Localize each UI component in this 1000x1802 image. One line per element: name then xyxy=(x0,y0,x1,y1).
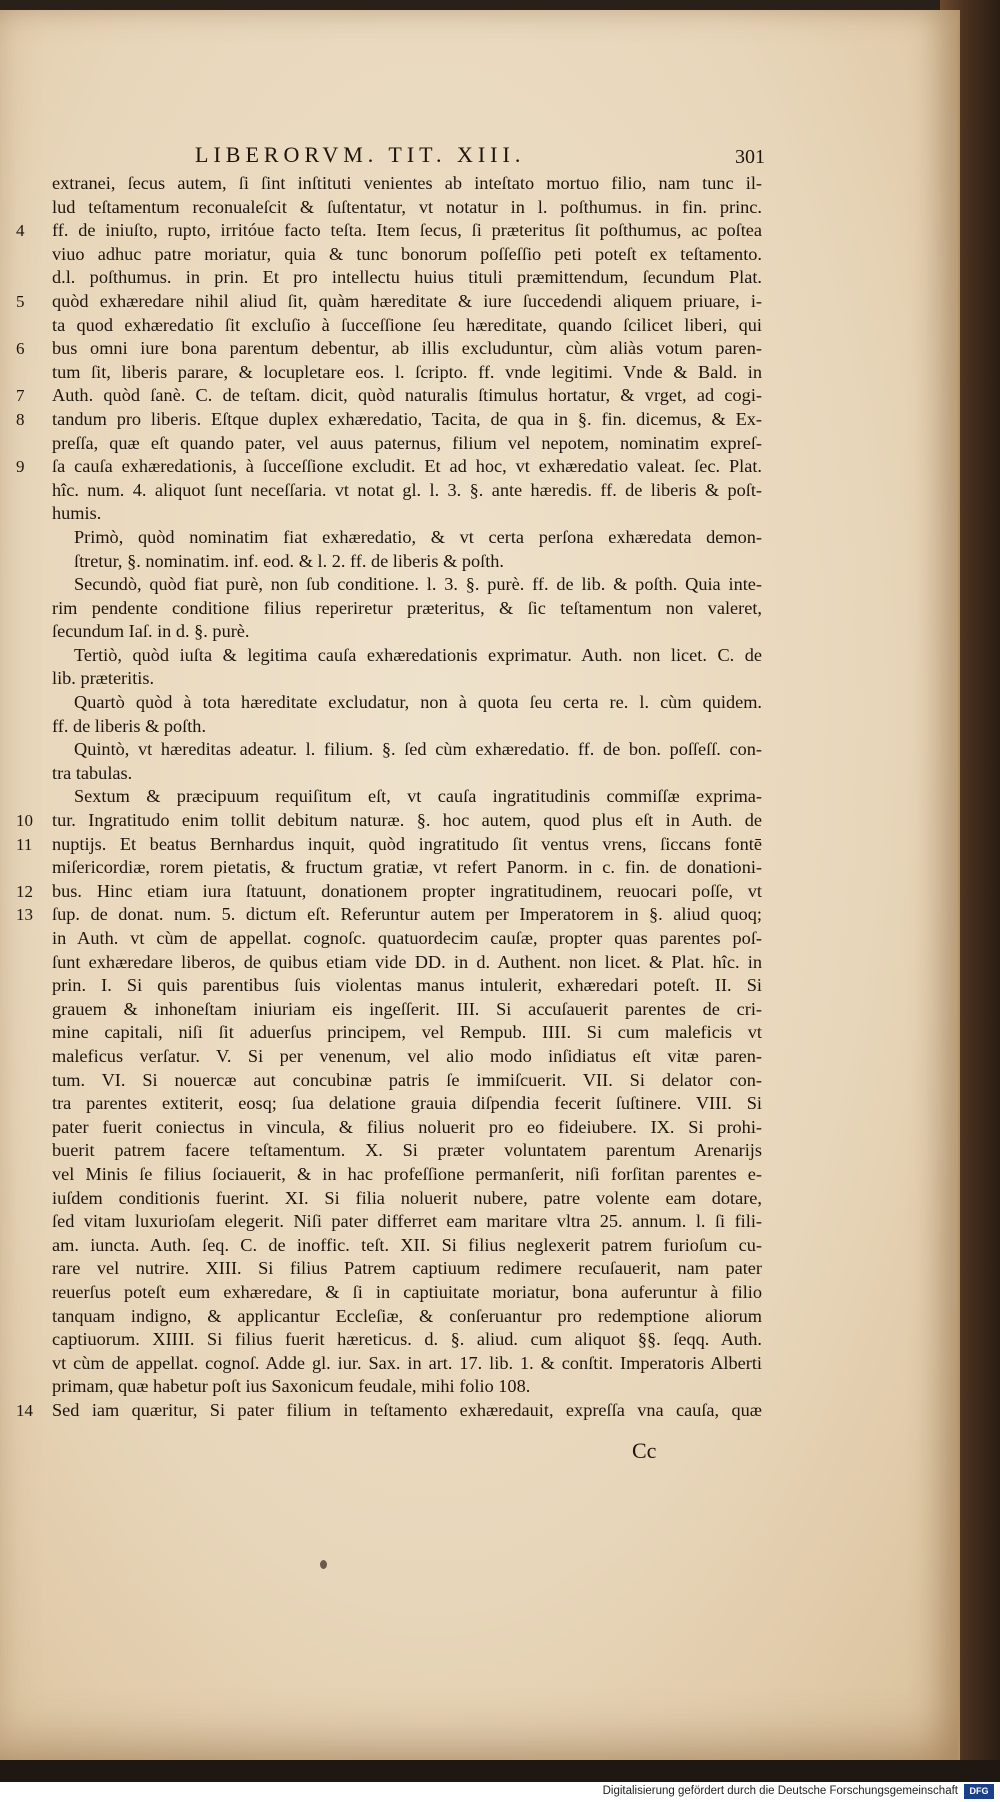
text-line xyxy=(52,644,762,668)
line-text: lud teſtamentum reconualeſcit & ſuſtentatur, vt notatur in l. poſthumus. in fin. princ. xyxy=(52,196,762,217)
line-text: bus. Hinc etiam iura ſtatuunt, donationem propter ingratitudinem, reuocari poſſe, vt xyxy=(52,880,762,901)
text-line xyxy=(52,715,762,739)
text-line xyxy=(16,833,762,857)
margin-number: 10 xyxy=(16,811,33,831)
line-text: preſſa, quæ eſt quando pater, vel auus paternus, filium vel nepotem, nominatim expreſ- xyxy=(52,432,762,453)
line-text: miſericordiæ, rorem pietatis, & fructum gratiæ, vt refert Panorm. in c. fin. de donationi- xyxy=(52,857,762,878)
text-line xyxy=(52,526,762,550)
line-text: d.l. poſthumus. in prin. Et pro intellectu huius tituli præmittendum, ſecundum Plat. xyxy=(52,267,762,288)
text-line xyxy=(52,1092,762,1116)
catchword: Cc xyxy=(632,1438,657,1463)
line-text: tum. VI. Si nouercæ aut concubinæ patris ſe immiſcuerit. VII. Si delator con- xyxy=(52,1069,762,1090)
text-line xyxy=(52,432,762,456)
text-line xyxy=(16,408,762,432)
digitization-credit: Digitalisierung gefördert durch die Deutsche Forschungsgemeinschaft xyxy=(602,1785,958,1797)
line-text: Primò, quòd nominatim fiat exhæredatio, & vt certa perſona exhæredata demon- xyxy=(74,526,762,547)
text-line xyxy=(16,809,762,833)
line-text: tanquam indigno, & applicantur Eccleſiæ, & conſeruantur pro redemptione aliorum xyxy=(52,1305,762,1326)
margin-number: 9 xyxy=(16,457,25,477)
text-line xyxy=(52,1234,762,1258)
line-text: vel Minis ſe filius ſociauerit, & in hac profeſſione permanſerit, niſi forſitan parentes e- xyxy=(52,1163,762,1184)
line-text: tra tabulas. xyxy=(52,762,133,783)
text-line xyxy=(52,927,762,951)
line-text: ſunt exhæredare liberos, de quibus etiam vide DD. in d. Authent. non licet. & Plat. hîc. in xyxy=(52,951,762,972)
text-line xyxy=(52,479,762,503)
folio-number: 301 xyxy=(735,146,765,168)
line-text: Sextum & præcipuum requiſitum eſt, vt cauſa ingratitudinis commiſſæ exprima- xyxy=(74,786,762,807)
line-text: ff. de iniuſto, rupto, irritóue facto teſta. Item ſecus, ſi præteritus ſit poſthumus, ac poſtea xyxy=(52,220,762,241)
margin-number: 7 xyxy=(16,386,25,406)
text-line xyxy=(52,1352,762,1376)
text-line xyxy=(52,1163,762,1187)
line-text: rim pendente conditione filius reperiretur præteritus, & ſic teſtamentum non valeret, xyxy=(52,597,762,618)
text-line xyxy=(52,597,762,621)
line-text: reuerſus poteſt eum exhæredare, & ſi in captiuitate moriatur, bona auferuntur à filio xyxy=(52,1281,762,1302)
text-line xyxy=(52,620,762,644)
text-line xyxy=(52,785,762,809)
text-line xyxy=(52,243,762,267)
line-text: ſed vitam luxurioſam elegerit. Niſi pater differret eam maritare vltra 25. annum. l. ſi fili- xyxy=(52,1211,762,1232)
line-text: tandum pro liberis. Eſtque duplex exhæredatio, Tacita, de qua in §. fin. dicemus, & Ex- xyxy=(52,408,762,429)
running-head: LIBERORVM. TIT. XIII. xyxy=(195,142,526,167)
text-line xyxy=(16,337,762,361)
footer-strip xyxy=(0,1782,1000,1802)
margin-number: 5 xyxy=(16,291,25,311)
text-line xyxy=(52,691,762,715)
line-text: Tertiò, quòd iuſta & legitima cauſa exhæredationis exprimatur. Auth. non licet. C. de xyxy=(74,644,762,665)
text-line xyxy=(52,172,762,196)
line-text: buerit patrem facere teſtamentum. X. Si præter voluntatem parentum Arenarijs xyxy=(52,1140,762,1161)
line-text: rare vel nutrire. XIII. Si filius Patrem captiuum redimere recuſauerit, nam pater xyxy=(52,1258,762,1279)
line-text: nuptijs. Et beatus Bernhardus inquit, quòd ingratitudo ſit ventus vrens, ſiccans fontē xyxy=(52,833,762,854)
text-line xyxy=(52,1139,762,1163)
line-text: am. iuncta. Auth. ſeq. C. de inoffic. teſt. XII. Si filius neglexerit patrem furioſum cu- xyxy=(52,1234,762,1255)
text-line xyxy=(52,1281,762,1305)
line-text: pater fuerit coniectus in vincula, & filius noluerit pro eo fideiubere. IX. Si prohi- xyxy=(52,1116,762,1137)
text-line xyxy=(52,1305,762,1329)
margin-number: 4 xyxy=(16,221,25,241)
text-line xyxy=(52,361,762,385)
line-text: extranei, ſecus autem, ſi ſint inſtituti venientes ab inteſtato mortuo filio, nam tunc il- xyxy=(52,173,762,193)
line-text: mine capitali, niſi ſit aduerſus principem, vel Rempub. IIII. Si cum maleficis vt xyxy=(52,1022,762,1043)
margin-number: 8 xyxy=(16,409,25,429)
text-line xyxy=(52,196,762,220)
line-text: prin. I. Si quis parentibus ſuis violentas manus intulerit, exhæredari poteſt. II. Si xyxy=(52,975,762,996)
line-text: vt cùm de appellat. cognoſ. Adde gl. iur. Sax. in art. 17. lib. 1. & conſtit. Imperatoris Alberti xyxy=(52,1352,762,1373)
text-line xyxy=(52,1116,762,1140)
line-text: Quartò quòd à tota hæreditate excludatur, non à quota ſeu certa re. l. cùm quidem. xyxy=(74,692,762,713)
book-page xyxy=(0,10,960,1760)
text-line xyxy=(52,502,762,526)
margin-number: 11 xyxy=(16,834,33,854)
line-text: Secundò, quòd fiat purè, non ſub conditione. l. 3. §. purè. ff. de lib. & poſth. Quia inte- xyxy=(74,574,762,595)
text-line xyxy=(52,974,762,998)
line-text: ſecundum Iaſ. in d. §. purè. xyxy=(52,621,250,642)
text-line xyxy=(52,1045,762,1069)
text-line xyxy=(16,384,762,408)
text-line xyxy=(52,1069,762,1093)
line-text: grauem & inhoneſtam iniuriam eis ingeſſerit. III. Si accuſauerit parentes de cri- xyxy=(52,998,762,1019)
margin-number: 6 xyxy=(16,339,25,359)
text-line xyxy=(52,573,762,597)
text-line xyxy=(16,219,762,243)
text-line xyxy=(52,856,762,880)
line-text: captiuorum. XIIII. Si filius fuerit hæreticus. d. §. aliud. cum aliquot §§. ſeqq. Auth. xyxy=(52,1329,762,1350)
text-column xyxy=(16,172,762,1422)
text-line xyxy=(16,880,762,904)
text-line xyxy=(52,738,762,762)
text-line xyxy=(16,290,762,314)
line-text: primam, quæ habetur poſt ius Saxonicum feudale, mihi folio 108. xyxy=(52,1376,531,1397)
text-line xyxy=(52,1257,762,1281)
dfg-logo: DFG xyxy=(964,1784,994,1799)
margin-number: 13 xyxy=(16,905,33,925)
line-text: quòd exhæredare nihil aliud ſit, quàm hæreditate & iure ſuccedendi aliquem priuare, i- xyxy=(52,290,762,311)
line-text: bus omni iure bona parentum debentur, ab illis excluduntur, cùm aliàs votum paren- xyxy=(52,338,762,359)
line-text: ſup. de donat. num. 5. dictum eſt. Referuntur autem per Imperatorem in §. aliud quoq; xyxy=(52,904,762,925)
text-line xyxy=(52,550,762,574)
line-text: tur. Ingratitudo enim tollit debitum naturæ. §. hoc autem, quod plus eſt in Auth. de xyxy=(52,810,762,831)
line-text: lib. præteritis. xyxy=(52,668,155,689)
text-line xyxy=(52,762,762,786)
ink-speck xyxy=(320,1560,327,1569)
text-line xyxy=(52,667,762,691)
text-line xyxy=(16,1399,762,1423)
line-text: tum ſit, liberis parare, & locupletare eos. l. ſcripto. ff. vnde legitimi. Vnde & Bald. in xyxy=(52,361,762,382)
line-text: maleficus verſatur. V. Si per venenum, vel alio modo inſidiatus eſt vitæ paren- xyxy=(52,1045,762,1066)
line-text: hîc. num. 4. aliquot ſunt neceſſaria. vt notat gl. l. 3. §. ante hæredis. ff. de liberis & poſt- xyxy=(52,479,762,500)
line-text: in Auth. vt cùm de appellat. cognoſc. quatuordecim cauſæ, propter quas parentes poſ- xyxy=(52,928,762,948)
line-text: Quintò, vt hæreditas adeatur. l. filium. §. ſed cùm exhæredatio. ff. de bon. poſſeſſ. con- xyxy=(74,739,762,760)
line-text: viuo adhuc patre moriatur, quia & tunc bonorum poſſeſſio peti poteſt ex teſtamento. xyxy=(52,243,762,264)
line-text: ſa cauſa exhæredationis, à ſucceſſione excludit. Et ad hoc, vt exhæredatio valeat. ſec. Plat. xyxy=(52,456,762,477)
text-line xyxy=(52,1375,762,1399)
line-text: humis. xyxy=(52,503,102,524)
text-line xyxy=(16,455,762,479)
line-text: ta quod exhæredatio ſit excluſio à ſucceſſione ſeu hæreditate, quando ſcilicet liberi, qui xyxy=(52,314,762,335)
line-text: ſtretur, §. nominatim. inf. eod. & l. 2. ff. de liberis & poſth. xyxy=(74,550,505,571)
text-line xyxy=(52,1328,762,1352)
margin-number: 14 xyxy=(16,1400,33,1420)
line-text: Auth. quòd ſanè. C. de teſtam. dicit, quòd naturalis ſtimulus hortatur, & vrget, ad cogi- xyxy=(52,385,762,406)
text-line xyxy=(52,1021,762,1045)
text-line xyxy=(52,1210,762,1234)
text-line xyxy=(16,903,762,927)
line-text: tra parentes extiterit, eosq; ſua delatione grauia diſpendia fecerit ſuſtinere. VIII. Si xyxy=(52,1093,762,1114)
text-line xyxy=(52,998,762,1022)
text-line xyxy=(52,951,762,975)
line-text: Sed iam quæritur, Si pater filium in teſtamento exhæredauit, expreſſa vna cauſa, quæ xyxy=(52,1399,762,1420)
line-text: iuſdem conditionis fuerint. XI. Si filia noluerit nubere, patre volente eam dotare, xyxy=(52,1187,762,1208)
text-line xyxy=(52,1187,762,1211)
text-line xyxy=(52,266,762,290)
line-text: ff. de liberis & poſth. xyxy=(52,715,207,736)
margin-number: 12 xyxy=(16,881,33,901)
text-line xyxy=(52,314,762,338)
